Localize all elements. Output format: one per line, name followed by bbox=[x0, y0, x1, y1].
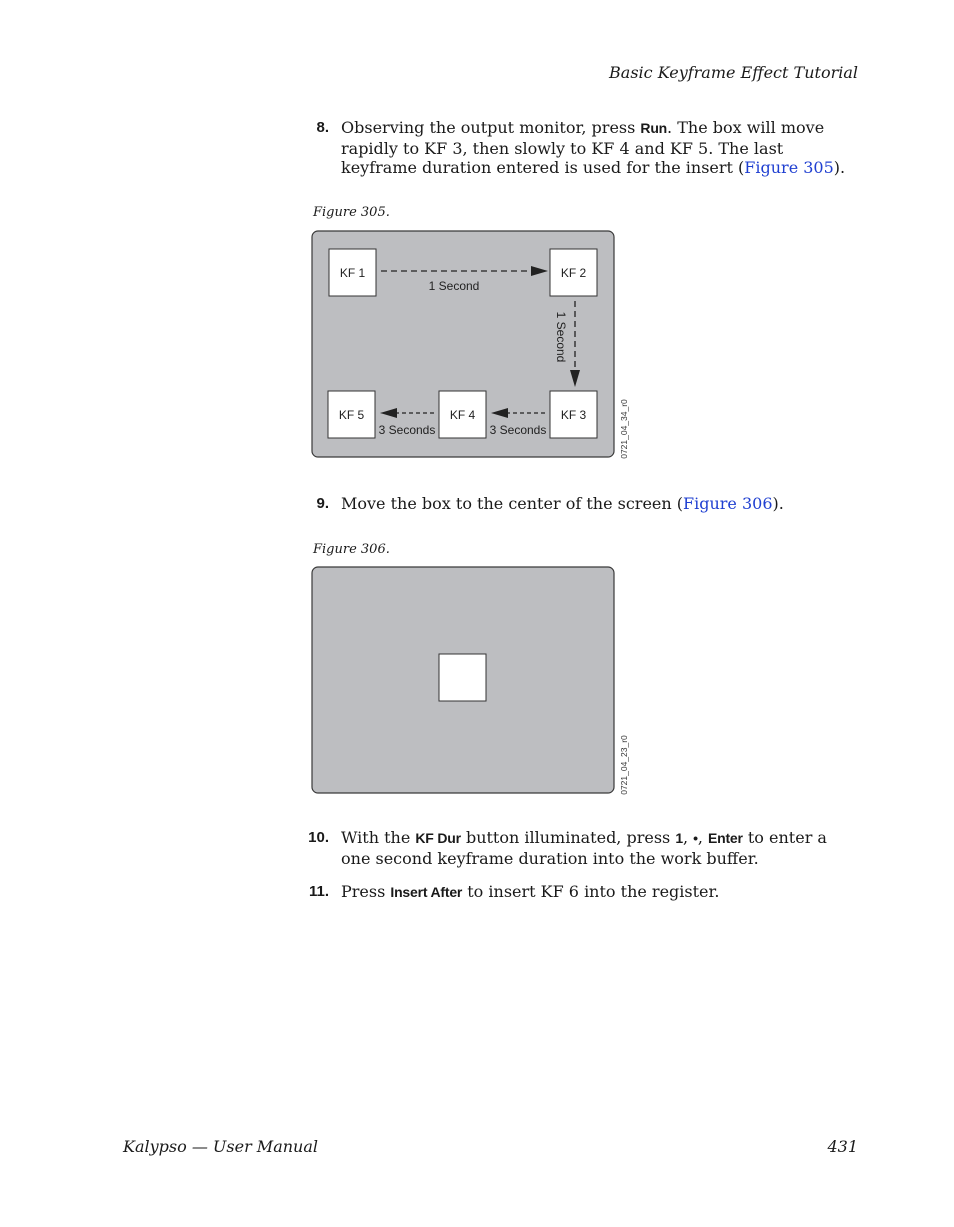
enter-keyword: Enter bbox=[707, 830, 743, 846]
figure-305-link[interactable]: Figure 305 bbox=[744, 158, 834, 177]
figure-code: 0721_04_23_r0 bbox=[619, 735, 629, 795]
figure-code: 0721_04_34_r0 bbox=[619, 399, 629, 459]
figure-305-label: Figure 305. bbox=[313, 205, 390, 220]
footer-manual-title: Kalypso — User Manual bbox=[123, 1137, 318, 1156]
step-number: 11. bbox=[308, 883, 329, 900]
insert-after-keyword: Insert After bbox=[390, 884, 463, 900]
kf1-label: KF 1 bbox=[339, 266, 366, 280]
text-run: ). bbox=[772, 494, 784, 513]
running-header: Basic Keyframe Effect Tutorial bbox=[609, 63, 858, 82]
step-10 bbox=[305, 828, 860, 868]
text-run: , bbox=[682, 828, 694, 847]
step-text bbox=[341, 882, 860, 903]
text-run: , bbox=[697, 828, 708, 847]
duration-label: 1 Second bbox=[428, 279, 480, 293]
text-run: With the bbox=[341, 828, 416, 847]
one-key-keyword: 1 bbox=[675, 830, 683, 846]
step-text bbox=[341, 118, 860, 178]
text-run: Move the box to the center of the screen ( bbox=[341, 494, 684, 513]
kf3-label: KF 3 bbox=[560, 408, 587, 422]
kf2-label: KF 2 bbox=[560, 266, 587, 280]
dot-key-keyword: • bbox=[693, 830, 698, 846]
duration-label: 3 Seconds bbox=[378, 423, 436, 437]
text-run: button illuminated, press bbox=[460, 828, 676, 847]
kf5-label: KF 5 bbox=[338, 408, 365, 422]
text-run: to insert KF 6 into the register. bbox=[462, 882, 720, 901]
figure-306 bbox=[311, 565, 641, 797]
step-8 bbox=[305, 118, 860, 178]
step-text bbox=[341, 494, 860, 514]
step-text bbox=[341, 828, 860, 868]
kf4-label: KF 4 bbox=[449, 408, 476, 422]
text-run: to enter a one second keyframe duration into the work buffer. bbox=[341, 828, 827, 868]
text-run: Observing the output monitor, press bbox=[341, 118, 641, 137]
kf-dur-keyword: KF Dur bbox=[415, 830, 461, 846]
step-number: 10. bbox=[308, 829, 329, 846]
text-run: . The box will move rapidly to KF 3, then slowly to KF 4 and KF 5. The last keyframe duration entered is used for the insert ( bbox=[341, 118, 825, 177]
figure-305 bbox=[311, 229, 641, 461]
text-run: ). bbox=[833, 158, 846, 177]
step-number: 9. bbox=[316, 495, 329, 512]
step-11 bbox=[305, 882, 860, 903]
step-number: 8. bbox=[316, 119, 329, 136]
figure-306-link[interactable]: Figure 306 bbox=[683, 494, 773, 513]
center-box bbox=[439, 654, 486, 701]
page-number: 431 bbox=[827, 1137, 858, 1156]
text-run: Press bbox=[341, 882, 391, 901]
duration-label: 3 Seconds bbox=[489, 423, 547, 437]
duration-label: 1 Second bbox=[554, 311, 568, 363]
run-keyword: Run bbox=[640, 120, 668, 136]
step-9 bbox=[305, 494, 860, 514]
figure-306-label: Figure 306. bbox=[313, 542, 390, 557]
